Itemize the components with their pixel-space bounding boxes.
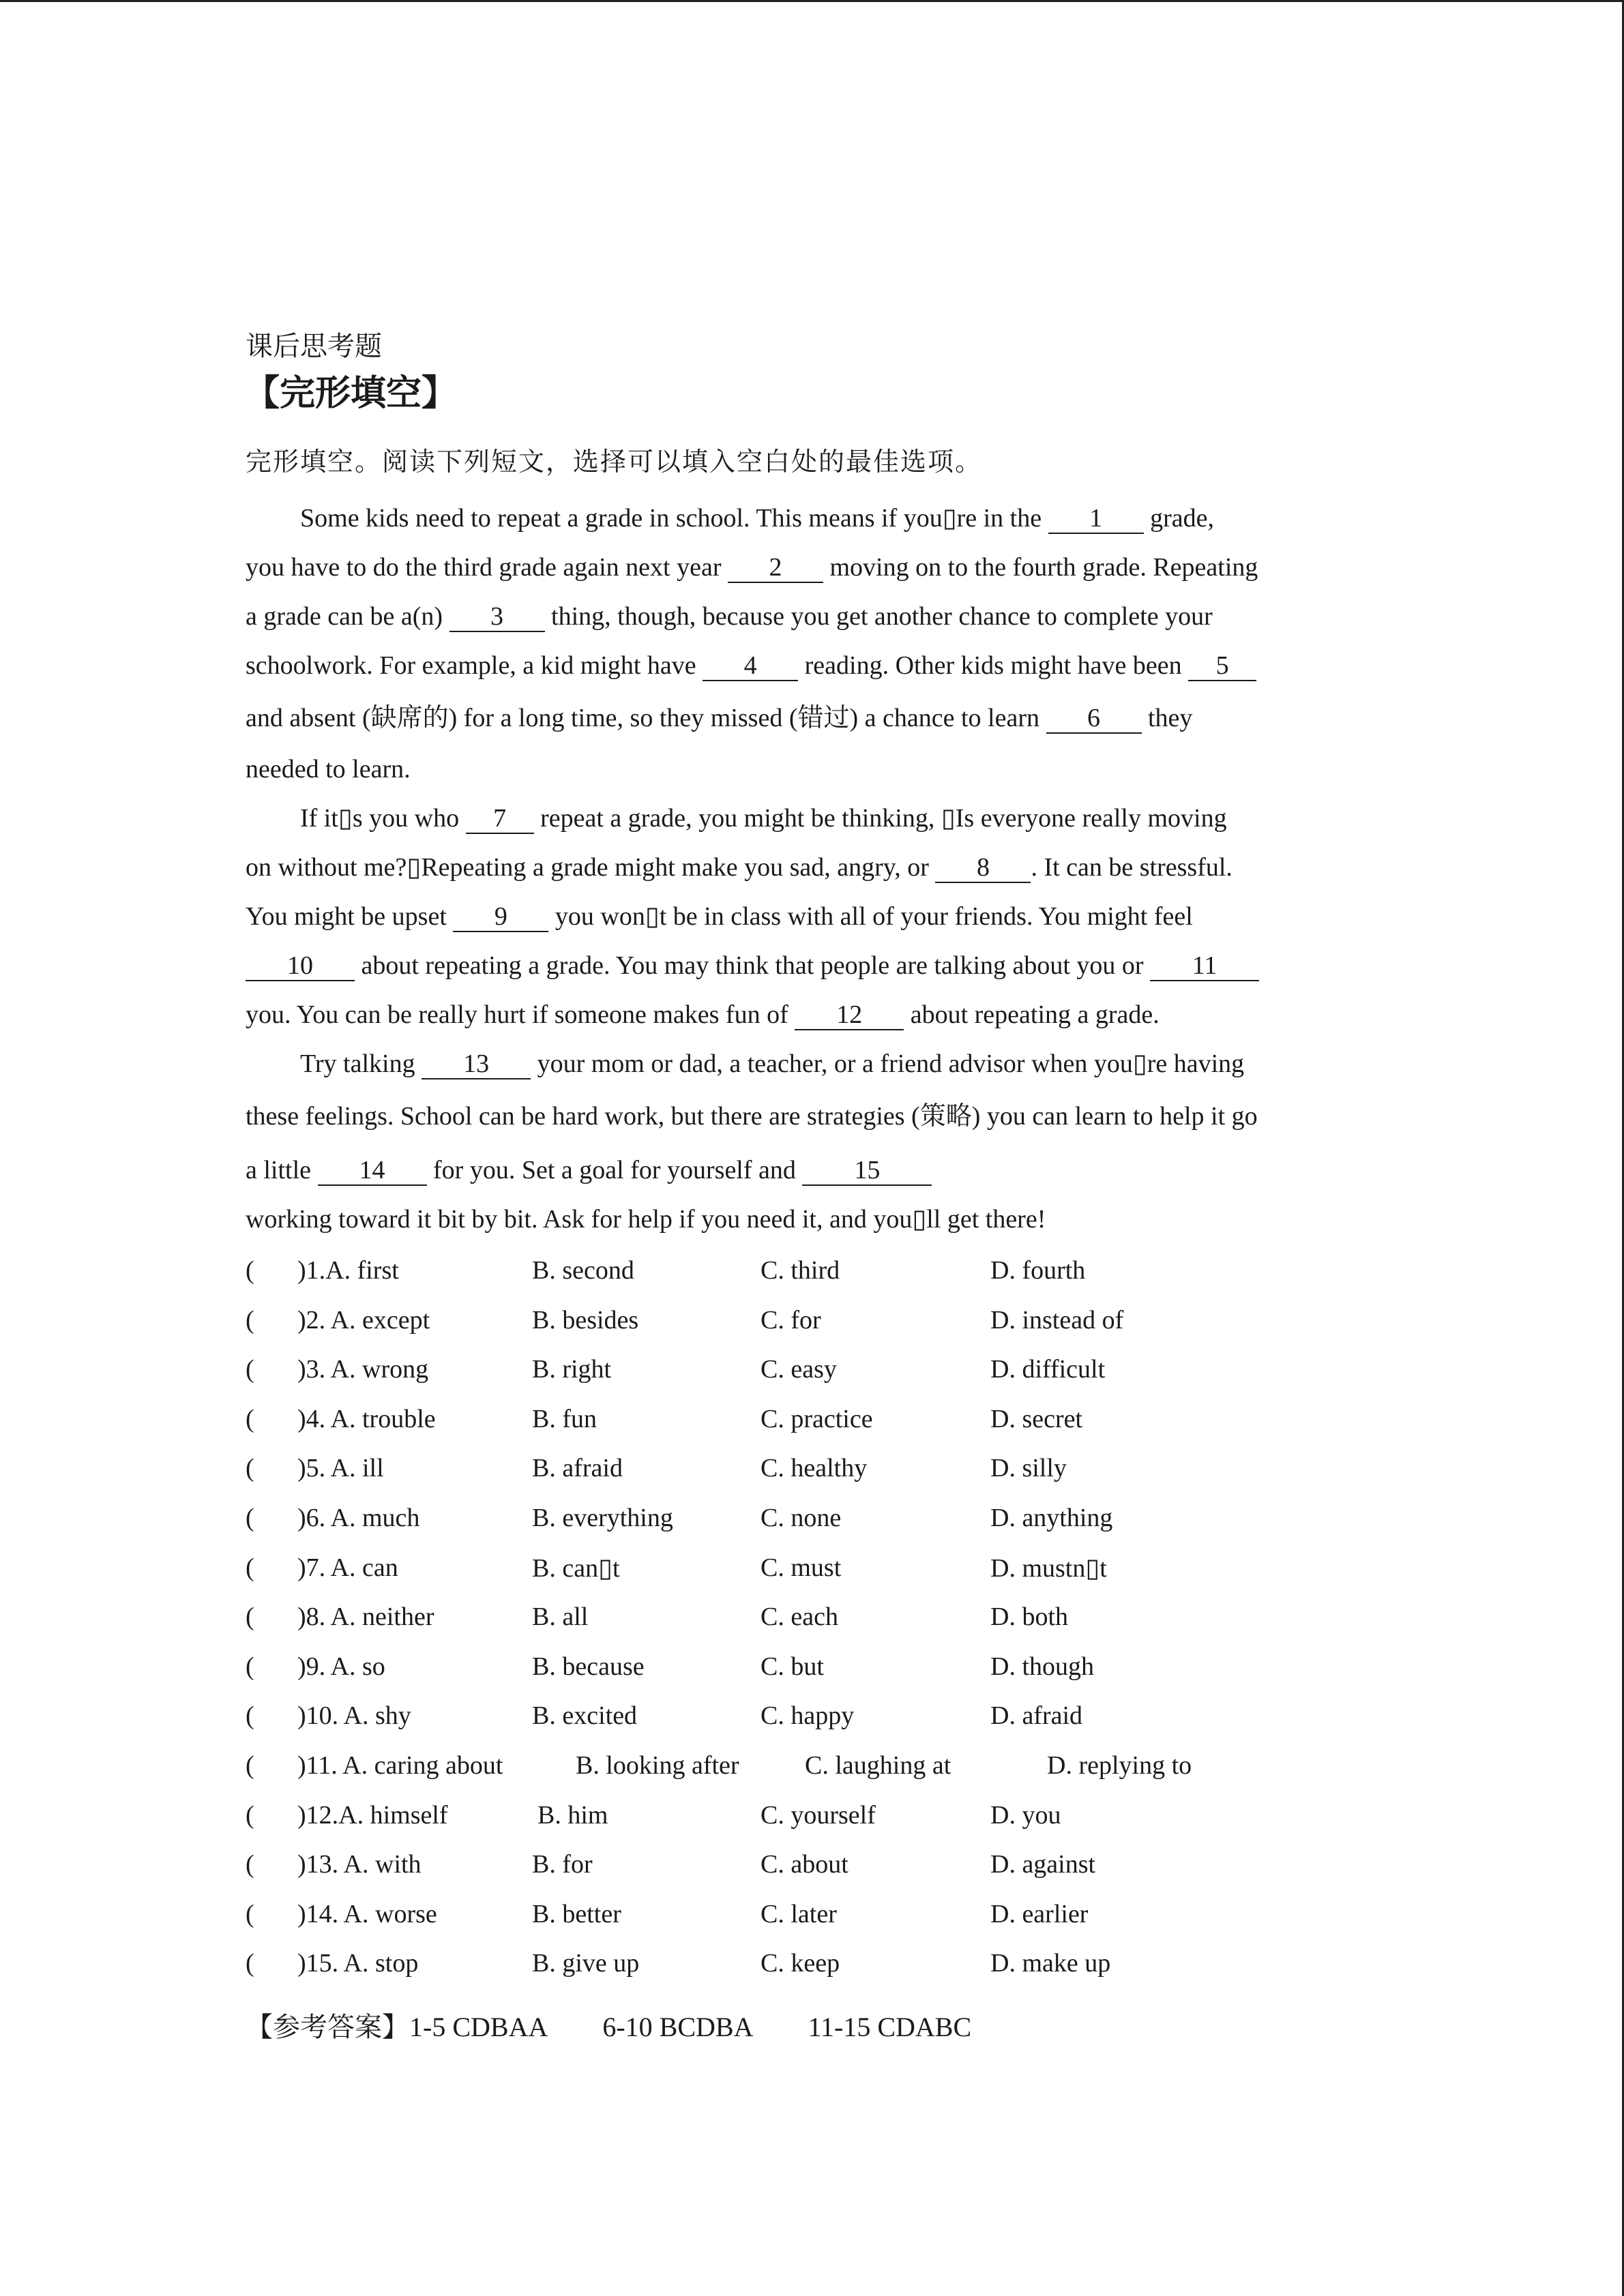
passage-line: on without me?▯Repeating a grade might make you sad, angry, or 8 . It can be stressful. [246, 853, 1232, 882]
answer-key [246, 2014, 971, 2041]
option-b: B. fun [532, 1405, 597, 1433]
passage-line: a grade can be a(n) 3 thing, though, because you get another chance to complete your [246, 602, 1213, 631]
option-a: )1.A. first [297, 1256, 399, 1285]
blank-5: 5 [1188, 653, 1256, 681]
option-b: B. right [532, 1355, 612, 1384]
option-b: B. besides [532, 1306, 639, 1335]
option-d: D. afraid [990, 1701, 1083, 1730]
answer-bracket[interactable]: ( [246, 1553, 254, 1582]
option-d: D. instead of [990, 1306, 1124, 1335]
option-d: D. mustn▯t [990, 1554, 1107, 1583]
answer-bracket[interactable]: ( [246, 1602, 254, 1631]
option-c: C. for [761, 1306, 821, 1335]
blank-14: 14 [318, 1157, 427, 1186]
option-d: D. replying to [1047, 1751, 1192, 1780]
answer-group: 11-15 CDABC [808, 2012, 972, 2042]
blank-12: 12 [795, 1002, 904, 1030]
option-c: C. easy [761, 1355, 837, 1384]
option-d: D. secret [990, 1405, 1083, 1433]
passage-line: a little 14 for you. Set a goal for yourself and 15 [246, 1157, 1378, 1186]
blank-15: 15 [802, 1157, 932, 1186]
answer-bracket[interactable]: ( [246, 1355, 254, 1384]
option-c: C. third [761, 1256, 840, 1285]
passage-line: these feelings. School can be hard work, but there are strategies (策略) you can learn to help it go [246, 1101, 1258, 1131]
blank-6: 6 [1046, 705, 1142, 734]
answer-group: 6-10 BCDBA [602, 2012, 754, 2042]
option-b: B. for [532, 1850, 593, 1879]
option-d: D. anything [990, 1504, 1113, 1532]
option-b: B. excited [532, 1701, 638, 1730]
answer-bracket[interactable]: ( [246, 1306, 254, 1335]
option-d: D. make up [990, 1949, 1111, 1978]
option-c: C. laughing at [805, 1751, 951, 1780]
option-a: )12.A. himself [297, 1801, 448, 1830]
answer-bracket[interactable]: ( [246, 1454, 254, 1482]
answer-bracket[interactable]: ( [246, 1405, 254, 1433]
option-a: )5. A. ill [297, 1454, 384, 1482]
passage-line: you have to do the third grade again next year 2 moving on to the fourth grade. Repeating [246, 553, 1258, 582]
option-b: B. because [532, 1652, 645, 1681]
blank-4: 4 [703, 653, 798, 681]
answer-key-label: 【参考答案】 [246, 2012, 409, 2043]
option-b: B. can▯t [532, 1554, 620, 1583]
option-b: B. better [532, 1900, 621, 1928]
blank-8: 8 [935, 854, 1031, 883]
blank-9: 9 [453, 904, 548, 932]
blank-3: 3 [449, 603, 545, 632]
option-b: B. give up [532, 1949, 640, 1978]
option-a: )14. A. worse [297, 1900, 437, 1928]
option-a: )8. A. neither [297, 1602, 434, 1631]
passage-line: Try talking 13 your mom or dad, a teacher, or a friend advisor when you▯re having [300, 1049, 1245, 1078]
answer-bracket[interactable]: ( [246, 1256, 254, 1285]
option-a: )11. A. caring about [297, 1751, 503, 1780]
option-c: C. later [761, 1900, 837, 1928]
passage-line: 10 about repeating a grade. You may think that people are talking about you or 11 [246, 953, 1378, 981]
option-b: B. all [532, 1602, 589, 1631]
option-c: C. keep [761, 1949, 840, 1978]
answer-bracket[interactable]: ( [246, 1504, 254, 1532]
option-a: )9. A. so [297, 1652, 385, 1681]
option-c: C. practice [761, 1405, 873, 1433]
option-c: C. each [761, 1602, 838, 1631]
option-c: C. healthy [761, 1454, 868, 1482]
option-a: )15. A. stop [297, 1949, 419, 1978]
option-a: )13. A. with [297, 1850, 422, 1879]
option-a: )4. A. trouble [297, 1405, 436, 1433]
passage-line: and absent (缺席的) for a long time, so they missed (错过) a chance to learn 6 they [246, 702, 1193, 732]
option-b: B. afraid [532, 1454, 623, 1482]
passage-line: needed to learn. [246, 755, 411, 784]
answer-bracket[interactable]: ( [246, 1701, 254, 1730]
passage-line: You might be upset 9 you won▯t be in class with all of your friends. You might feel [246, 902, 1193, 931]
option-c: C. none [761, 1504, 842, 1532]
option-b: B. looking after [576, 1751, 739, 1780]
passage-line: Some kids need to repeat a grade in school. This means if you▯re in the 1 grade, [300, 504, 1214, 533]
answer-bracket[interactable]: ( [246, 1751, 254, 1780]
passage-line: working toward it bit by bit. Ask for help if you need it, and you▯ll get there! [246, 1205, 1046, 1234]
option-d: D. you [990, 1801, 1061, 1830]
option-d: D. silly [990, 1454, 1067, 1482]
instruction-text: 完形填空。阅读下列短文，选择可以填入空白处的最佳选项。 [246, 447, 983, 477]
option-d: D. earlier [990, 1900, 1089, 1928]
option-a: )3. A. wrong [297, 1355, 429, 1384]
answer-bracket[interactable]: ( [246, 1850, 254, 1879]
passage-line: you. You can be really hurt if someone makes fun of 12 about repeating a grade. [246, 1000, 1160, 1029]
option-a: )2. A. except [297, 1306, 430, 1335]
option-c: C. yourself [761, 1801, 876, 1830]
option-d: D. difficult [990, 1355, 1106, 1384]
option-c: C. but [761, 1652, 824, 1681]
blank-10: 10 [246, 953, 355, 981]
option-b: B. him [537, 1801, 608, 1830]
option-b: B. everything [532, 1504, 673, 1532]
answer-bracket[interactable]: ( [246, 1900, 254, 1928]
passage-line: If it▯s you who 7 repeat a grade, you might be thinking, ▯Is everyone really moving [300, 804, 1227, 833]
option-b: B. second [532, 1256, 634, 1285]
answer-group: 1-5 CDBAA [409, 2012, 548, 2042]
blank-11: 11 [1150, 953, 1259, 981]
option-c: C. about [761, 1850, 848, 1879]
page-subtitle: 课后思考题 [246, 331, 382, 362]
blank-7: 7 [466, 805, 534, 834]
answer-bracket[interactable]: ( [246, 1801, 254, 1830]
option-d: D. fourth [990, 1256, 1086, 1285]
section-title: 【完形填空】 [244, 373, 458, 414]
blank-1: 1 [1048, 505, 1144, 534]
option-c: C. must [761, 1553, 842, 1582]
option-d: D. though [990, 1652, 1094, 1681]
answer-bracket[interactable]: ( [246, 1652, 254, 1681]
passage-line: schoolwork. For example, a kid might have 4 reading. Other kids might have been 5 [246, 653, 1378, 681]
blank-2: 2 [728, 554, 823, 583]
option-c: C. happy [761, 1701, 855, 1730]
option-a: )7. A. can [297, 1553, 398, 1582]
option-a: )6. A. much [297, 1504, 420, 1532]
blank-13: 13 [422, 1051, 531, 1079]
option-d: D. both [990, 1602, 1068, 1631]
option-d: D. against [990, 1850, 1096, 1879]
option-a: )10. A. shy [297, 1701, 411, 1730]
answer-bracket[interactable]: ( [246, 1949, 254, 1978]
